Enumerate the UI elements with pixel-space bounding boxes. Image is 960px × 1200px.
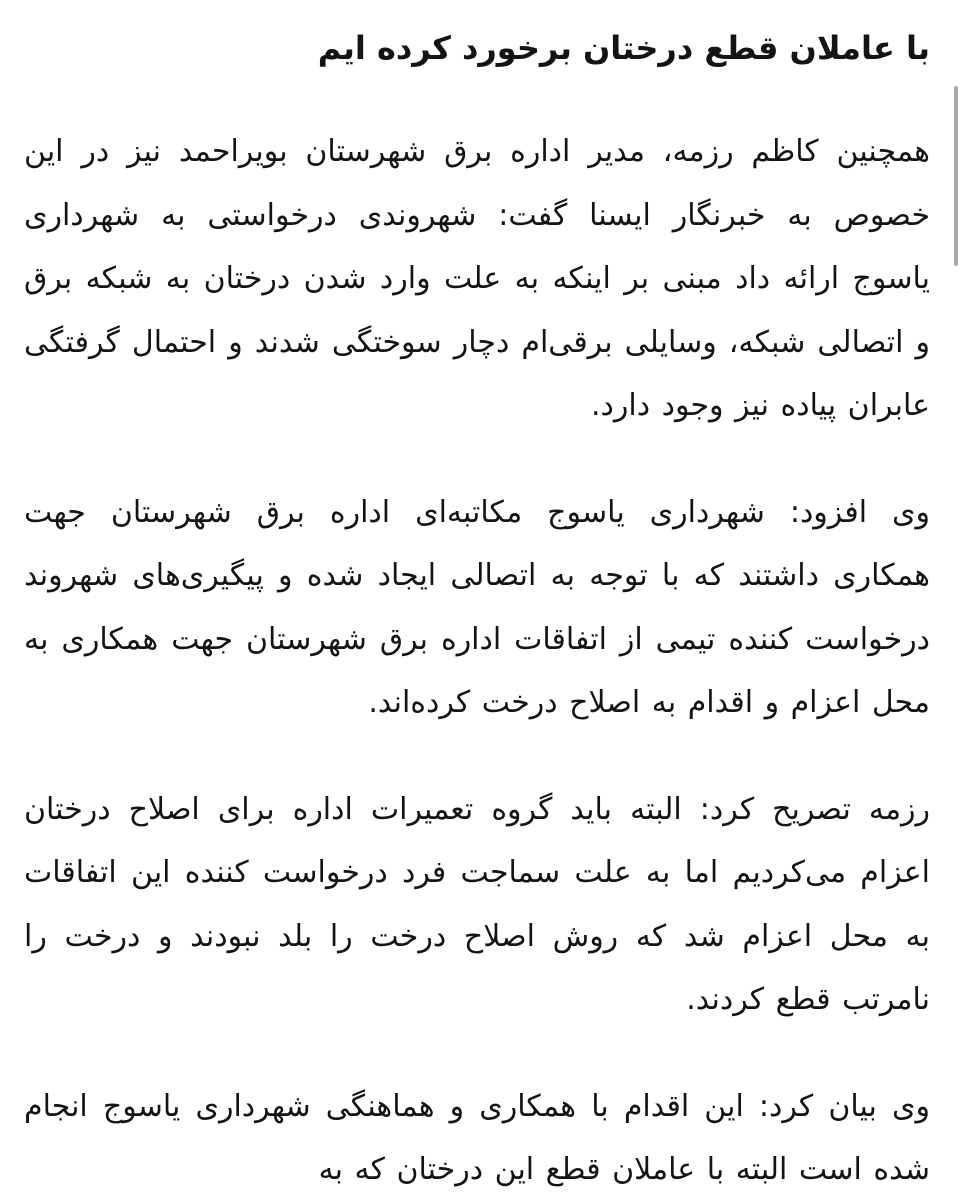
scrollbar[interactable] <box>952 80 960 1200</box>
article-title: با عاملان قطع درختان برخورد کرده ایم <box>317 29 930 67</box>
paragraph: وی افزود: شهرداری یاسوج مکاتبه‌ای اداره برق شهرستان جهت همکاری داشتند که با توجه به اتصالی ایجاد شده و پیگیری‌های شهروند درخواست کننده تیمی از اتفاقات اداره برق شهرستان جهت همکاری به محل اعزام و اقدام به اصلاح درخت کرده‌اند. <box>24 494 930 720</box>
paragraph: رزمه تصریح کرد: البته باید گروه تعمیرات اداره برای اصلاح درختان اعزام می‌کردیم اما به علت سماجت فرد درخواست کننده این اتفاقات به محل اعزام شد که روش اصلاح درخت را بلد نبودند و درخت را نامرتب قطع کردند. <box>24 791 930 1017</box>
paragraph: وی بیان کرد: این اقدام با همکاری و هماهنگی شهرداری یاسوج انجام شده است البته با عاملان قطع این درختان که به <box>24 1088 930 1187</box>
scrollbar-thumb[interactable] <box>954 86 958 266</box>
paragraph: همچنین کاظم رزمه، مدیر اداره برق شهرستان بویراحمد نیز در این خصوص به خبرنگار ایسنا گفت: شهروندی درخواستی به شهرداری یاسوج ارائه داد مبنی بر اینکه به علت وارد شدن درختان به شبکه برق و اتصالی شبکه، وسایلی برقی‌ام دچار سوختگی شدند و احتمال گرفتگی عابران پیاده نیز وجود دارد. <box>24 134 930 423</box>
article-body <box>24 120 930 1200</box>
